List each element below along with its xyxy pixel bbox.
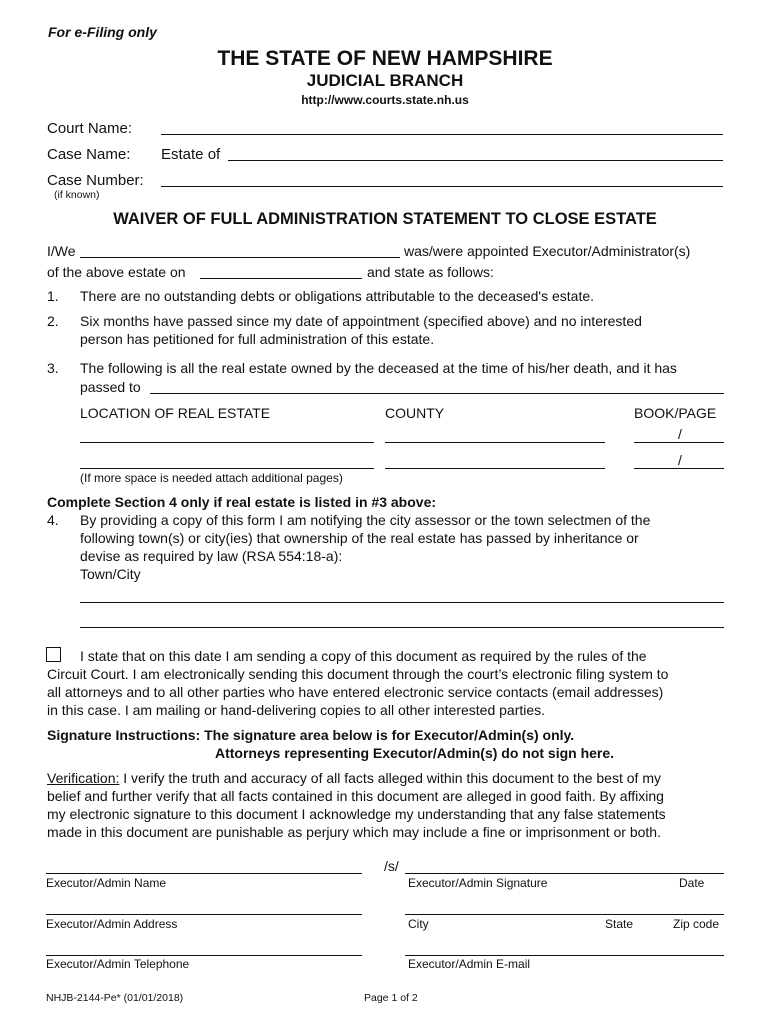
iwe-label: I/We xyxy=(47,243,76,259)
service-checkbox[interactable] xyxy=(46,647,61,662)
bookpage-slash-2: / xyxy=(678,452,682,468)
col-location-header: LOCATION OF REAL ESTATE xyxy=(80,405,271,421)
item-3-line2: passed to xyxy=(80,379,141,395)
case-name-field[interactable] xyxy=(228,144,723,161)
case-number-field[interactable] xyxy=(161,170,723,187)
section4-line2: following town(s) or city(ies) that ownership of the real estate has passed by inheritance or xyxy=(80,530,639,546)
city-caption: City xyxy=(408,917,429,931)
executor-email-caption: Executor/Admin E-mail xyxy=(408,957,531,971)
estate-of-label: Estate of xyxy=(161,146,221,163)
verification-line1 xyxy=(47,770,661,786)
item-1-number: 1. xyxy=(47,288,59,304)
court-url: http://www.courts.state.nh.us xyxy=(301,93,469,107)
item-4-number: 4. xyxy=(47,512,59,528)
zip-caption: Zip code xyxy=(673,917,720,931)
verification-line3: my electronic signature to this document I acknowledge my understanding that any false statements xyxy=(47,806,666,822)
executor-email-field[interactable] xyxy=(405,939,724,956)
executor-signature-caption: Executor/Admin Signature xyxy=(408,876,548,890)
executor-address-field[interactable] xyxy=(46,898,362,915)
town-city-label: Town/City xyxy=(80,566,141,582)
s-marker: /s/ xyxy=(384,858,399,874)
service-line3: all attorneys and to all other parties who have entered electronic service contacts (email addresses) xyxy=(47,684,664,700)
section4-heading: Complete Section 4 only if real estate is listed in #3 above: xyxy=(47,494,437,510)
section4-line1: By providing a copy of this form I am notifying the city assessor or the town selectmen of the xyxy=(80,512,651,528)
branch-title: JUDICIAL BRANCH xyxy=(306,71,464,90)
sig-instructions-line1: Signature Instructions: The signature area below is for Executor/Admin(s) only. xyxy=(47,727,575,743)
form-id: NHJB-2144-Pe* (01/01/2018) xyxy=(46,992,184,1004)
item-3-line1: The following is all the real estate owned by the deceased at the time of his/her death, and it has xyxy=(80,360,677,376)
town-city-field-2[interactable] xyxy=(80,611,724,628)
date-caption: Date xyxy=(679,876,705,890)
state-caption: State xyxy=(605,917,634,931)
county-row2-field[interactable] xyxy=(385,452,605,469)
court-name-label: Court Name: xyxy=(47,120,133,137)
case-number-label: Case Number: xyxy=(47,172,144,189)
if-known-note: (if known) xyxy=(54,189,100,201)
location-row2-field[interactable] xyxy=(80,452,374,469)
more-space-note: (If more space is needed attach additional pages) xyxy=(80,471,343,485)
executor-name-field[interactable] xyxy=(46,857,362,874)
passed-to-field[interactable] xyxy=(150,377,724,394)
item-2-line2: person has petitioned for full administration of this estate. xyxy=(80,331,435,347)
executor-telephone-field[interactable] xyxy=(46,939,362,956)
executor-address-caption: Executor/Admin Address xyxy=(46,917,178,931)
state-title: THE STATE OF NEW HAMPSHIRE xyxy=(217,47,553,70)
verification-text-1: I verify the truth and accuracy of all facts alleged within this document to the best of my xyxy=(119,770,661,786)
item-2-line1: Six months have passed since my date of appointment (specified above) and no interested xyxy=(80,313,642,329)
verification-line4: made in this document are punishable as perjury which may include a fine or imprisonment or both. xyxy=(47,824,661,840)
verification-line2: belief and further verify that all facts contained in this document are alleged in good faith. By affixing xyxy=(47,788,664,804)
city-state-zip-field[interactable] xyxy=(405,898,724,915)
executor-name-caption: Executor/Admin Name xyxy=(46,876,167,890)
item-1-text: There are no outstanding debts or obligations attributable to the deceased's estate. xyxy=(80,288,595,304)
service-line4: in this case. I am mailing or hand-delivering copies to all other interested parties. xyxy=(47,702,546,718)
bookpage-row2-field[interactable] xyxy=(634,452,724,469)
item-3-number: 3. xyxy=(47,360,59,376)
col-county-header: COUNTY xyxy=(385,405,445,421)
case-name-label: Case Name: xyxy=(47,146,131,163)
location-row1-field[interactable] xyxy=(80,426,374,443)
bookpage-row1-field[interactable] xyxy=(634,426,724,443)
item-2-number: 2. xyxy=(47,313,59,329)
section4-line3: devise as required by law (RSA 554:18-a): xyxy=(80,548,343,564)
page-number: Page 1 of 2 xyxy=(364,992,418,1004)
appointment-date-field[interactable] xyxy=(200,262,362,279)
efiling-notice: For e-Filing only xyxy=(48,24,157,40)
service-line1: I state that on this date I am sending a copy of this document as required by the rules of the xyxy=(80,648,647,664)
town-city-field-1[interactable] xyxy=(80,586,724,603)
county-row1-field[interactable] xyxy=(385,426,605,443)
service-line2: Circuit Court. I am electronically sending this document through the court’s electronic filing system to xyxy=(47,666,669,682)
executor-names-field[interactable] xyxy=(80,241,400,258)
col-bookpage-header: BOOK/PAGE xyxy=(634,405,717,421)
form-title: WAIVER OF FULL ADMINISTRATION STATEMENT TO CLOSE ESTATE xyxy=(113,210,657,228)
sig-instructions-line2: Attorneys representing Executor/Admin(s) do not sign here. xyxy=(215,745,615,761)
appointed-text: was/were appointed Executor/Administrator(s) xyxy=(404,243,691,259)
executor-signature-field[interactable] xyxy=(405,857,724,874)
court-name-field[interactable] xyxy=(161,118,723,135)
bookpage-slash-1: / xyxy=(678,426,682,442)
of-estate-text: of the above estate on xyxy=(47,264,186,280)
state-follows-text: and state as follows: xyxy=(367,264,494,280)
verification-label: Verification: xyxy=(47,770,120,786)
executor-telephone-caption: Executor/Admin Telephone xyxy=(46,957,190,971)
